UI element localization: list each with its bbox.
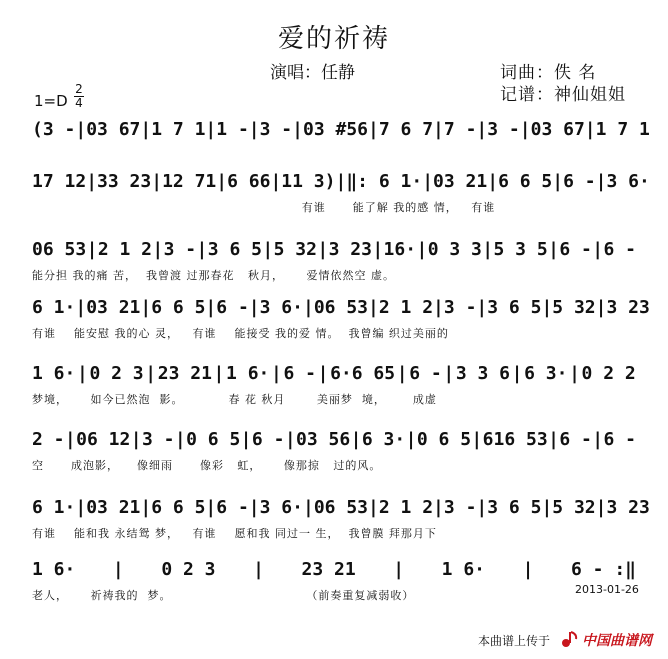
measure: 6 3·	[361, 429, 406, 450]
barline: |	[541, 297, 553, 318]
barline: |	[140, 119, 152, 140]
measure: 3 -	[443, 497, 477, 518]
measure: 1 7 1	[151, 119, 206, 140]
measure: 5 32	[273, 239, 317, 260]
barline: |	[368, 119, 379, 140]
barline: |	[64, 429, 76, 450]
measure: 5 32	[552, 297, 596, 318]
measure: 03 21	[86, 297, 141, 318]
barline: |	[216, 171, 228, 192]
barline: |	[471, 429, 483, 450]
measure: 2 1 2	[97, 239, 152, 260]
barline: |	[592, 239, 604, 260]
barline: |	[416, 239, 428, 260]
measure: 3 6·	[259, 497, 303, 518]
measure: 7 6 7	[378, 119, 434, 140]
lyrics-row: 有谁 能了解 我的感 情， 有谁	[32, 201, 496, 214]
measure: 3 -	[487, 119, 520, 140]
measure: 06 53	[313, 297, 369, 318]
barline: |	[552, 171, 564, 192]
measure: 3 23	[328, 239, 372, 260]
barline: |	[112, 559, 124, 580]
measure: 0 2 3	[161, 559, 216, 580]
barline: |	[205, 497, 217, 518]
barline: |	[595, 497, 607, 518]
measure: 6 1·	[32, 297, 76, 318]
lyrics-row: 有谁 能安慰 我的心 灵， 有谁 能接受 我的爱 情。 我曾编 织过美丽的	[32, 327, 449, 340]
measure: 06 53	[32, 239, 87, 260]
barline: |	[487, 171, 499, 192]
measure: 1 6·	[441, 559, 485, 580]
barline: |	[522, 559, 534, 580]
measure: 03 67	[530, 119, 585, 140]
notation-row	[32, 428, 636, 452]
barline: |	[140, 297, 152, 318]
barline: |	[443, 363, 455, 384]
song-title: 爱的祈祷	[277, 24, 390, 54]
measure: 6 6 5	[151, 497, 206, 518]
barline: |	[511, 363, 523, 384]
barline: |	[405, 429, 417, 450]
measure: 03 21	[86, 497, 141, 518]
measure: ‖: 6 1·	[346, 171, 423, 192]
measure: 6 - :‖	[570, 559, 636, 580]
barline: |	[248, 497, 260, 518]
transcription-date: 2013-01-26	[575, 583, 639, 596]
lyrics-row	[32, 148, 636, 164]
measure: 03 #56	[302, 119, 369, 140]
measure: 1 6·	[226, 363, 270, 384]
barline: |	[302, 497, 314, 518]
meter-bottom: 4	[75, 96, 83, 110]
measure: 3 6·	[606, 171, 650, 192]
measure: 7 -	[443, 119, 477, 140]
barline: |	[548, 239, 559, 260]
measure: 6 6 5	[151, 297, 206, 318]
barline: |	[248, 297, 260, 318]
barline: |	[433, 119, 444, 140]
measure: 3 6 5	[487, 297, 542, 318]
barline: |	[592, 429, 604, 450]
barline: |	[569, 363, 580, 384]
measure: 6 6 5	[498, 171, 553, 192]
barline: |	[548, 429, 559, 450]
meter-top: 2	[75, 82, 83, 96]
measure: 6 1·	[32, 497, 76, 518]
measure: 23 21	[301, 559, 356, 580]
barline: |	[433, 497, 444, 518]
lyrics-row: 老人， 祈祷我的 梦。 （前奏重复减弱收）	[32, 589, 415, 602]
measure: 2 1 2	[378, 497, 434, 518]
time-signature	[74, 84, 84, 109]
measure: 3 -	[141, 429, 175, 450]
barline: |	[130, 429, 142, 450]
key-signature: 1=D	[34, 92, 68, 110]
measure: 3 23	[606, 297, 650, 318]
barline: |	[519, 119, 531, 140]
barline: |	[86, 171, 98, 192]
barline: |	[284, 429, 296, 450]
singer-credit: 演唱：任静	[270, 63, 355, 83]
barline: |	[76, 363, 88, 384]
measure: 2 -	[32, 429, 65, 450]
barline: |	[335, 171, 347, 192]
upload-note: 本曲谱上传于	[478, 634, 551, 648]
notation-row	[32, 170, 650, 194]
measure: 616 53	[482, 429, 548, 450]
measure: 33 23	[97, 171, 152, 192]
barline: |	[476, 119, 488, 140]
measure: (3 -	[32, 119, 76, 140]
measure: 6 -	[283, 363, 316, 384]
barline: |	[368, 497, 379, 518]
barline: |	[476, 497, 488, 518]
barline: |	[595, 171, 607, 192]
measure: 6 -	[216, 497, 249, 518]
barline: |	[393, 559, 405, 580]
measure: 3 6 5	[207, 239, 262, 260]
notation-row	[32, 362, 636, 386]
measure: 6 -	[563, 171, 596, 192]
barline: |	[396, 363, 408, 384]
measure: 3 3 6	[455, 363, 510, 384]
measure: 16·	[383, 239, 417, 260]
measure: 5 32	[552, 497, 596, 518]
measure: 3 -	[259, 119, 293, 140]
barline: |	[205, 119, 217, 140]
measure: 1 6·	[32, 559, 76, 580]
measure: 03 56	[296, 429, 351, 450]
measure: 6 -	[603, 239, 636, 260]
lyrics-row: 有谁 能和我 永结鸳 梦， 有谁 愿和我 同过一 生， 我曾膜 拜那月下	[32, 527, 437, 540]
notation-row	[32, 496, 650, 520]
barline: |	[317, 363, 329, 384]
measure: 03 67	[86, 119, 141, 140]
barline: |	[75, 497, 87, 518]
measure: 3 -	[443, 297, 477, 318]
measure: 0 2 2	[581, 363, 636, 384]
measure: 0 2 3	[89, 363, 144, 384]
measure: 6 -	[409, 363, 442, 384]
measure: 1 7 1	[595, 119, 650, 140]
site-name: 中国曲谱网	[582, 633, 652, 649]
lyrics-row: 能分担 我的痛 苦， 我曾渡 过那春花 秋月， 爱情依然空 虚。	[32, 269, 395, 282]
measure: 23 21	[157, 363, 212, 384]
measure: 2 1 2	[378, 297, 434, 318]
measure: 1 6·	[32, 363, 76, 384]
barline: |	[86, 239, 98, 260]
measure: 12 71	[162, 171, 217, 192]
notation-row	[32, 296, 650, 320]
measure: 1 -	[216, 119, 249, 140]
barline: |	[205, 297, 217, 318]
barline: |	[317, 239, 329, 260]
measure: 6 -	[559, 429, 592, 450]
barline: |	[262, 239, 274, 260]
barline: |	[350, 429, 362, 450]
barline: |	[372, 239, 384, 260]
barline: |	[248, 119, 260, 140]
measure: 17 12	[32, 171, 87, 192]
measure: 11 3)	[281, 171, 336, 192]
barline: |	[422, 171, 434, 192]
measure: 3 6 5	[487, 497, 542, 518]
barline: |	[140, 497, 152, 518]
barline: |	[75, 297, 87, 318]
measure: 03 21	[433, 171, 488, 192]
barline: |	[584, 119, 596, 140]
measure: 0 6 5	[186, 429, 241, 450]
barline: |	[368, 297, 379, 318]
barline: |	[196, 239, 208, 260]
measure: 6 -	[216, 297, 249, 318]
lyrics-row: 空 成泡影， 像细雨 像彩 虹， 像那掠 过的风。	[32, 459, 382, 472]
barline: |	[292, 119, 303, 140]
measure: 6·6 65	[330, 363, 396, 384]
notation-row	[32, 118, 650, 142]
barline: |	[145, 363, 157, 384]
barline: |	[271, 363, 282, 384]
composer-credit: 词曲：佚 名	[500, 63, 597, 83]
measure: 6 66	[227, 171, 271, 192]
barline: |	[253, 559, 264, 580]
measure: 3 23	[606, 497, 650, 518]
barline: |	[302, 297, 314, 318]
measure: 06 12	[76, 429, 131, 450]
measure: 0 3 3	[427, 239, 482, 260]
measure: 6 -	[559, 239, 592, 260]
measure: 3 6·	[259, 297, 303, 318]
transcriber-credit: 记谱：神仙姐姐	[500, 85, 626, 105]
lyrics-row: 梦境， 如今已然泡 影。 春 花 秋月 美丽梦 境， 成虚	[32, 393, 437, 406]
barline: |	[476, 297, 488, 318]
barline: |	[75, 119, 87, 140]
measure: 5 3 5	[493, 239, 548, 260]
barline: |	[151, 171, 163, 192]
barline: |	[595, 297, 607, 318]
barline: |	[174, 429, 186, 450]
notation-row	[32, 238, 636, 262]
measure: 6 3·	[524, 363, 568, 384]
barline: |	[482, 239, 494, 260]
barline: |	[240, 429, 252, 450]
measure: 6 -	[603, 429, 636, 450]
barline: |	[541, 497, 553, 518]
barline: |	[152, 239, 164, 260]
barline: |	[433, 297, 444, 318]
measure: 3 -	[163, 239, 197, 260]
measure: 6 -	[251, 429, 285, 450]
notation-row	[32, 558, 636, 582]
measure: 0 6 5	[416, 429, 472, 450]
music-note-logo-icon	[560, 630, 580, 648]
measure: 06 53	[313, 497, 369, 518]
site-logo	[560, 628, 664, 650]
barline: |	[213, 363, 225, 384]
barline: |	[270, 171, 282, 192]
